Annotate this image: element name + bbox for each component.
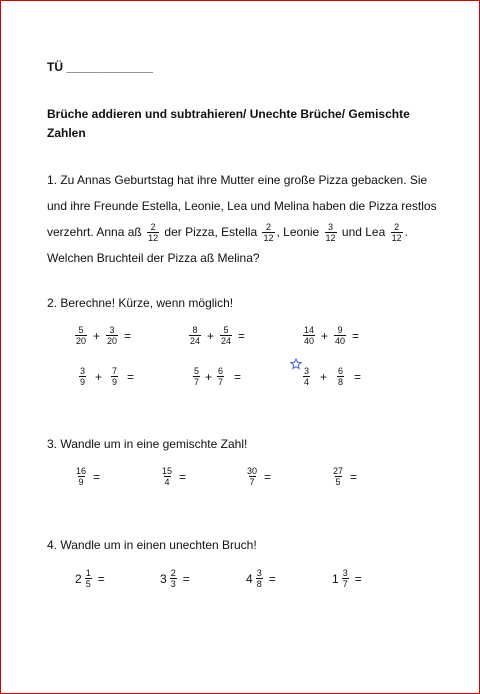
fraction-denominator: 8 [338, 377, 344, 387]
equals-sign: = [354, 571, 362, 586]
addition-exercise [187, 325, 245, 346]
fraction-numerator: 3 [80, 366, 86, 376]
equals-sign: = [350, 469, 358, 484]
fraction [106, 325, 118, 346]
addition-exercise [77, 366, 134, 387]
plus-operator: + [95, 369, 103, 384]
whole-number: 4 [246, 571, 253, 586]
fraction-denominator: 7 [218, 377, 224, 387]
fraction-denominator: 12 [325, 233, 336, 244]
equals-sign: = [93, 469, 101, 484]
fraction [332, 466, 344, 487]
task-3-title: 3. Wandle um in eine gemischte Zahl! [47, 437, 248, 451]
fraction-denominator: 20 [76, 336, 87, 346]
mixed-number-exercise [75, 568, 105, 589]
fraction-denominator: 12 [148, 233, 159, 244]
fraction-numerator: 3 [256, 568, 262, 578]
fraction-denominator: 8 [256, 579, 262, 589]
plus-operator: + [321, 328, 329, 343]
fraction-denominator: 7 [342, 579, 348, 589]
worksheet-title: Brüche addieren und subtrahieren/ Unechte Brüche/ Gemischte Zahlen [47, 107, 410, 140]
fraction-denominator: 7 [249, 477, 255, 487]
task-4-title: 4. Wandle um in einen unechten Bruch! [47, 538, 257, 552]
fraction-numerator: 5 [78, 325, 84, 335]
equals-sign: = [354, 369, 362, 384]
fraction [161, 466, 173, 487]
conversion-exercise [330, 466, 357, 487]
equals-sign: = [352, 328, 360, 343]
whole-number: 3 [160, 571, 167, 586]
whole-number: 1 [332, 571, 339, 586]
fraction-denominator: 7 [194, 377, 200, 387]
addition-exercise [301, 325, 359, 346]
fraction-denominator: 24 [221, 336, 232, 346]
fraction [256, 568, 263, 589]
fraction-numerator: 1 [85, 568, 91, 578]
fraction-denominator: 9 [78, 477, 84, 487]
mixed-number-exercise [160, 568, 190, 589]
fraction-numerator: 14 [304, 325, 315, 335]
fraction-denominator: 12 [391, 233, 402, 244]
fraction-denominator: 3 [170, 579, 176, 589]
equals-sign: = [268, 571, 276, 586]
fraction-denominator: 40 [304, 336, 315, 346]
fraction-denominator: 9 [80, 377, 86, 387]
addition-exercise [191, 366, 241, 387]
plus-operator: + [207, 328, 215, 343]
plus-operator: + [320, 369, 328, 384]
equals-sign: = [124, 328, 132, 343]
task-1-text-part: . Welchen Bruchteil der Pizza aß Melina? [47, 225, 408, 265]
task-1-text-part: der Pizza, Estella [164, 225, 258, 239]
fraction [303, 325, 315, 346]
equals-sign: = [264, 469, 272, 484]
fraction-numerator: 9 [337, 325, 343, 335]
fraction [79, 366, 86, 387]
equals-sign: = [234, 369, 242, 384]
fraction [217, 366, 224, 387]
fraction-numerator: 3 [328, 222, 334, 233]
fraction [262, 222, 274, 243]
task-1-text-part: 1. Zu Annas Geburtstag hat ihre Mutter eine große Pizza gebacken. Sie und ihre Freunde Estella, Leonie, Lea und Melina haben die Pizza restlos verzehrt. Anna aß [47, 173, 437, 239]
fraction-numerator: 6 [218, 366, 224, 376]
fraction-numerator: 8 [192, 325, 198, 335]
fraction-numerator: 30 [247, 466, 258, 476]
fraction [246, 466, 258, 487]
tu-blank: _____________ [66, 60, 154, 74]
fraction [334, 325, 346, 346]
fraction-denominator: 5 [335, 477, 341, 487]
plus-operator: + [93, 328, 101, 343]
fraction [303, 366, 310, 387]
fraction-denominator: 24 [190, 336, 201, 346]
fraction [342, 568, 349, 589]
fraction [220, 325, 232, 346]
fraction-denominator: 40 [335, 336, 346, 346]
fraction-denominator: 4 [164, 477, 170, 487]
fraction-numerator: 2 [150, 222, 156, 233]
fraction [170, 568, 177, 589]
fraction [75, 325, 87, 346]
fraction-numerator: 3 [109, 325, 115, 335]
conversion-exercise [73, 466, 100, 487]
equals-sign: = [238, 328, 246, 343]
fraction-numerator: 7 [112, 366, 118, 376]
fraction [193, 366, 200, 387]
fraction-numerator: 16 [76, 466, 87, 476]
fraction-denominator: 20 [107, 336, 118, 346]
addition-exercise [73, 325, 131, 346]
fraction-numerator: 15 [162, 466, 173, 476]
fraction-denominator: 12 [263, 233, 274, 244]
fraction-numerator: 5 [223, 325, 229, 335]
mixed-number-exercise [246, 568, 276, 589]
fraction-numerator: 27 [333, 466, 344, 476]
fraction-denominator: 5 [85, 579, 91, 589]
conversion-exercise [159, 466, 186, 487]
task-1-text-part: , Leonie [276, 225, 320, 239]
mixed-number-exercise [332, 568, 362, 589]
fraction-numerator: 2 [170, 568, 176, 578]
fraction-denominator: 4 [304, 377, 310, 387]
name-line [47, 60, 153, 74]
addition-exercise [301, 366, 361, 387]
fraction-denominator: 9 [112, 377, 118, 387]
task-1-text [47, 167, 447, 271]
fraction [337, 366, 344, 387]
equals-sign: = [179, 469, 187, 484]
task-1-text-part: und Lea [341, 225, 386, 239]
conversion-exercise [244, 466, 271, 487]
fraction [189, 325, 201, 346]
fraction-numerator: 6 [338, 366, 344, 376]
equals-sign: = [127, 369, 135, 384]
equals-sign: = [97, 571, 105, 586]
plus-operator: + [205, 369, 213, 384]
task-2-title: 2. Berechne! Kürze, wenn möglich! [47, 296, 234, 310]
fraction-numerator: 3 [304, 366, 310, 376]
fraction-numerator: 5 [194, 366, 200, 376]
tu-label: TÜ [47, 60, 63, 74]
fraction [85, 568, 92, 589]
equals-sign: = [182, 571, 190, 586]
fraction-numerator: 2 [265, 222, 271, 233]
fraction-numerator: 3 [342, 568, 348, 578]
fraction [147, 222, 159, 243]
fraction [325, 222, 337, 243]
fraction [75, 466, 87, 487]
whole-number: 2 [75, 571, 82, 586]
fraction [391, 222, 403, 243]
fraction [111, 366, 118, 387]
fraction-numerator: 2 [394, 222, 400, 233]
